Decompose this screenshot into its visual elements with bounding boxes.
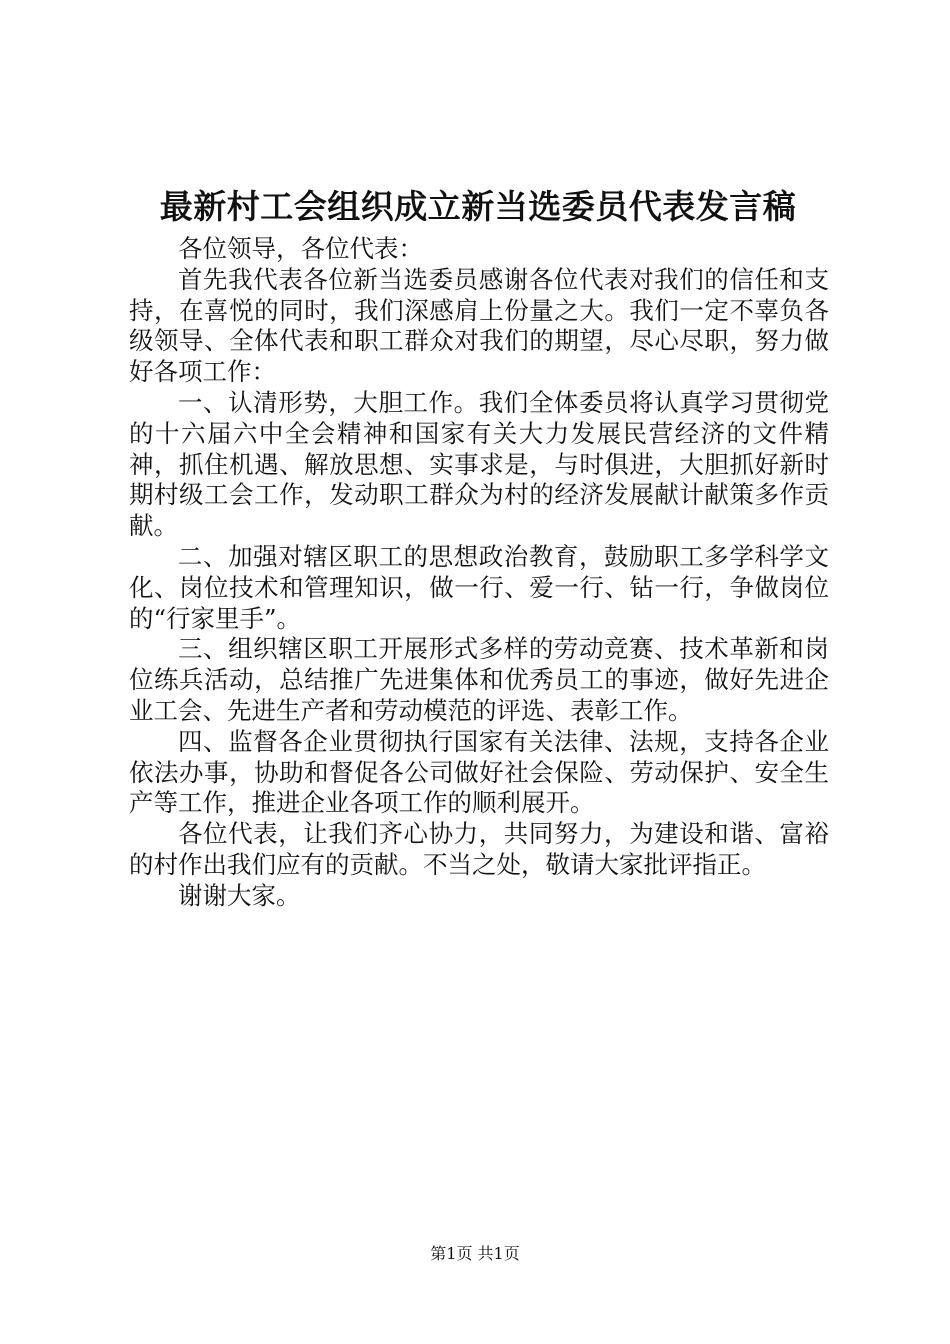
point-one-paragraph: 一、认清形势，大胆工作。我们全体委员将认真学习贯彻党的十六届六中全会精神和国家有关大力发展民营经济的文件精神，抓住机遇、解放思想、实事求是，与时俱进，大胆抓好新时期村级工会工作，发动职工群众为村的经济发展献计献策多作贡献。 <box>129 387 829 541</box>
salutation-paragraph: 各位领导，各位代表： <box>178 234 423 263</box>
document-body <box>129 234 829 912</box>
point-two-paragraph: 二、加强对辖区职工的思想政治教育，鼓励职工多学科学文化、岗位技术和管理知识，做一行、爱一行、钻一行，争做岗位的“行家里手”。 <box>129 541 829 633</box>
point-four-paragraph: 四、监督各企业贯彻执行国家有关法律、法规，支持各企业依法办事，协助和督促各公司做好社会保险、劳动保护、安全生产等工作，推进企业各项工作的顺利展开。 <box>129 726 829 818</box>
point-three-paragraph: 三、组织辖区职工开展形式多样的劳动竞赛、技术革新和岗位练兵活动，总结推广先进集体和优秀员工的事迹，做好先进企业工会、先进生产者和劳动模范的评选、表彰工作。 <box>129 634 829 725</box>
closing-paragraph: 各位代表，让我们齐心协力，共同努力，为建设和谐、富裕的村作出我们应有的贡献。不当之处，敬请大家批评指正。 <box>129 819 829 879</box>
page-number-footer: 第1页 共1页 <box>430 1244 520 1263</box>
thanks-paragraph: 谢谢大家。 <box>178 880 301 910</box>
intro-paragraph: 首先我代表各位新当选委员感谢各位代表对我们的信任和支持，在喜悦的同时，我们深感肩上份量之大。我们一定不辜负各级领导、全体代表和职工群众对我们的期望，尽心尽职，努力做好各项工作： <box>129 264 829 387</box>
document-title: 最新村工会组织成立新当选委员代表发言稿 <box>159 187 797 226</box>
